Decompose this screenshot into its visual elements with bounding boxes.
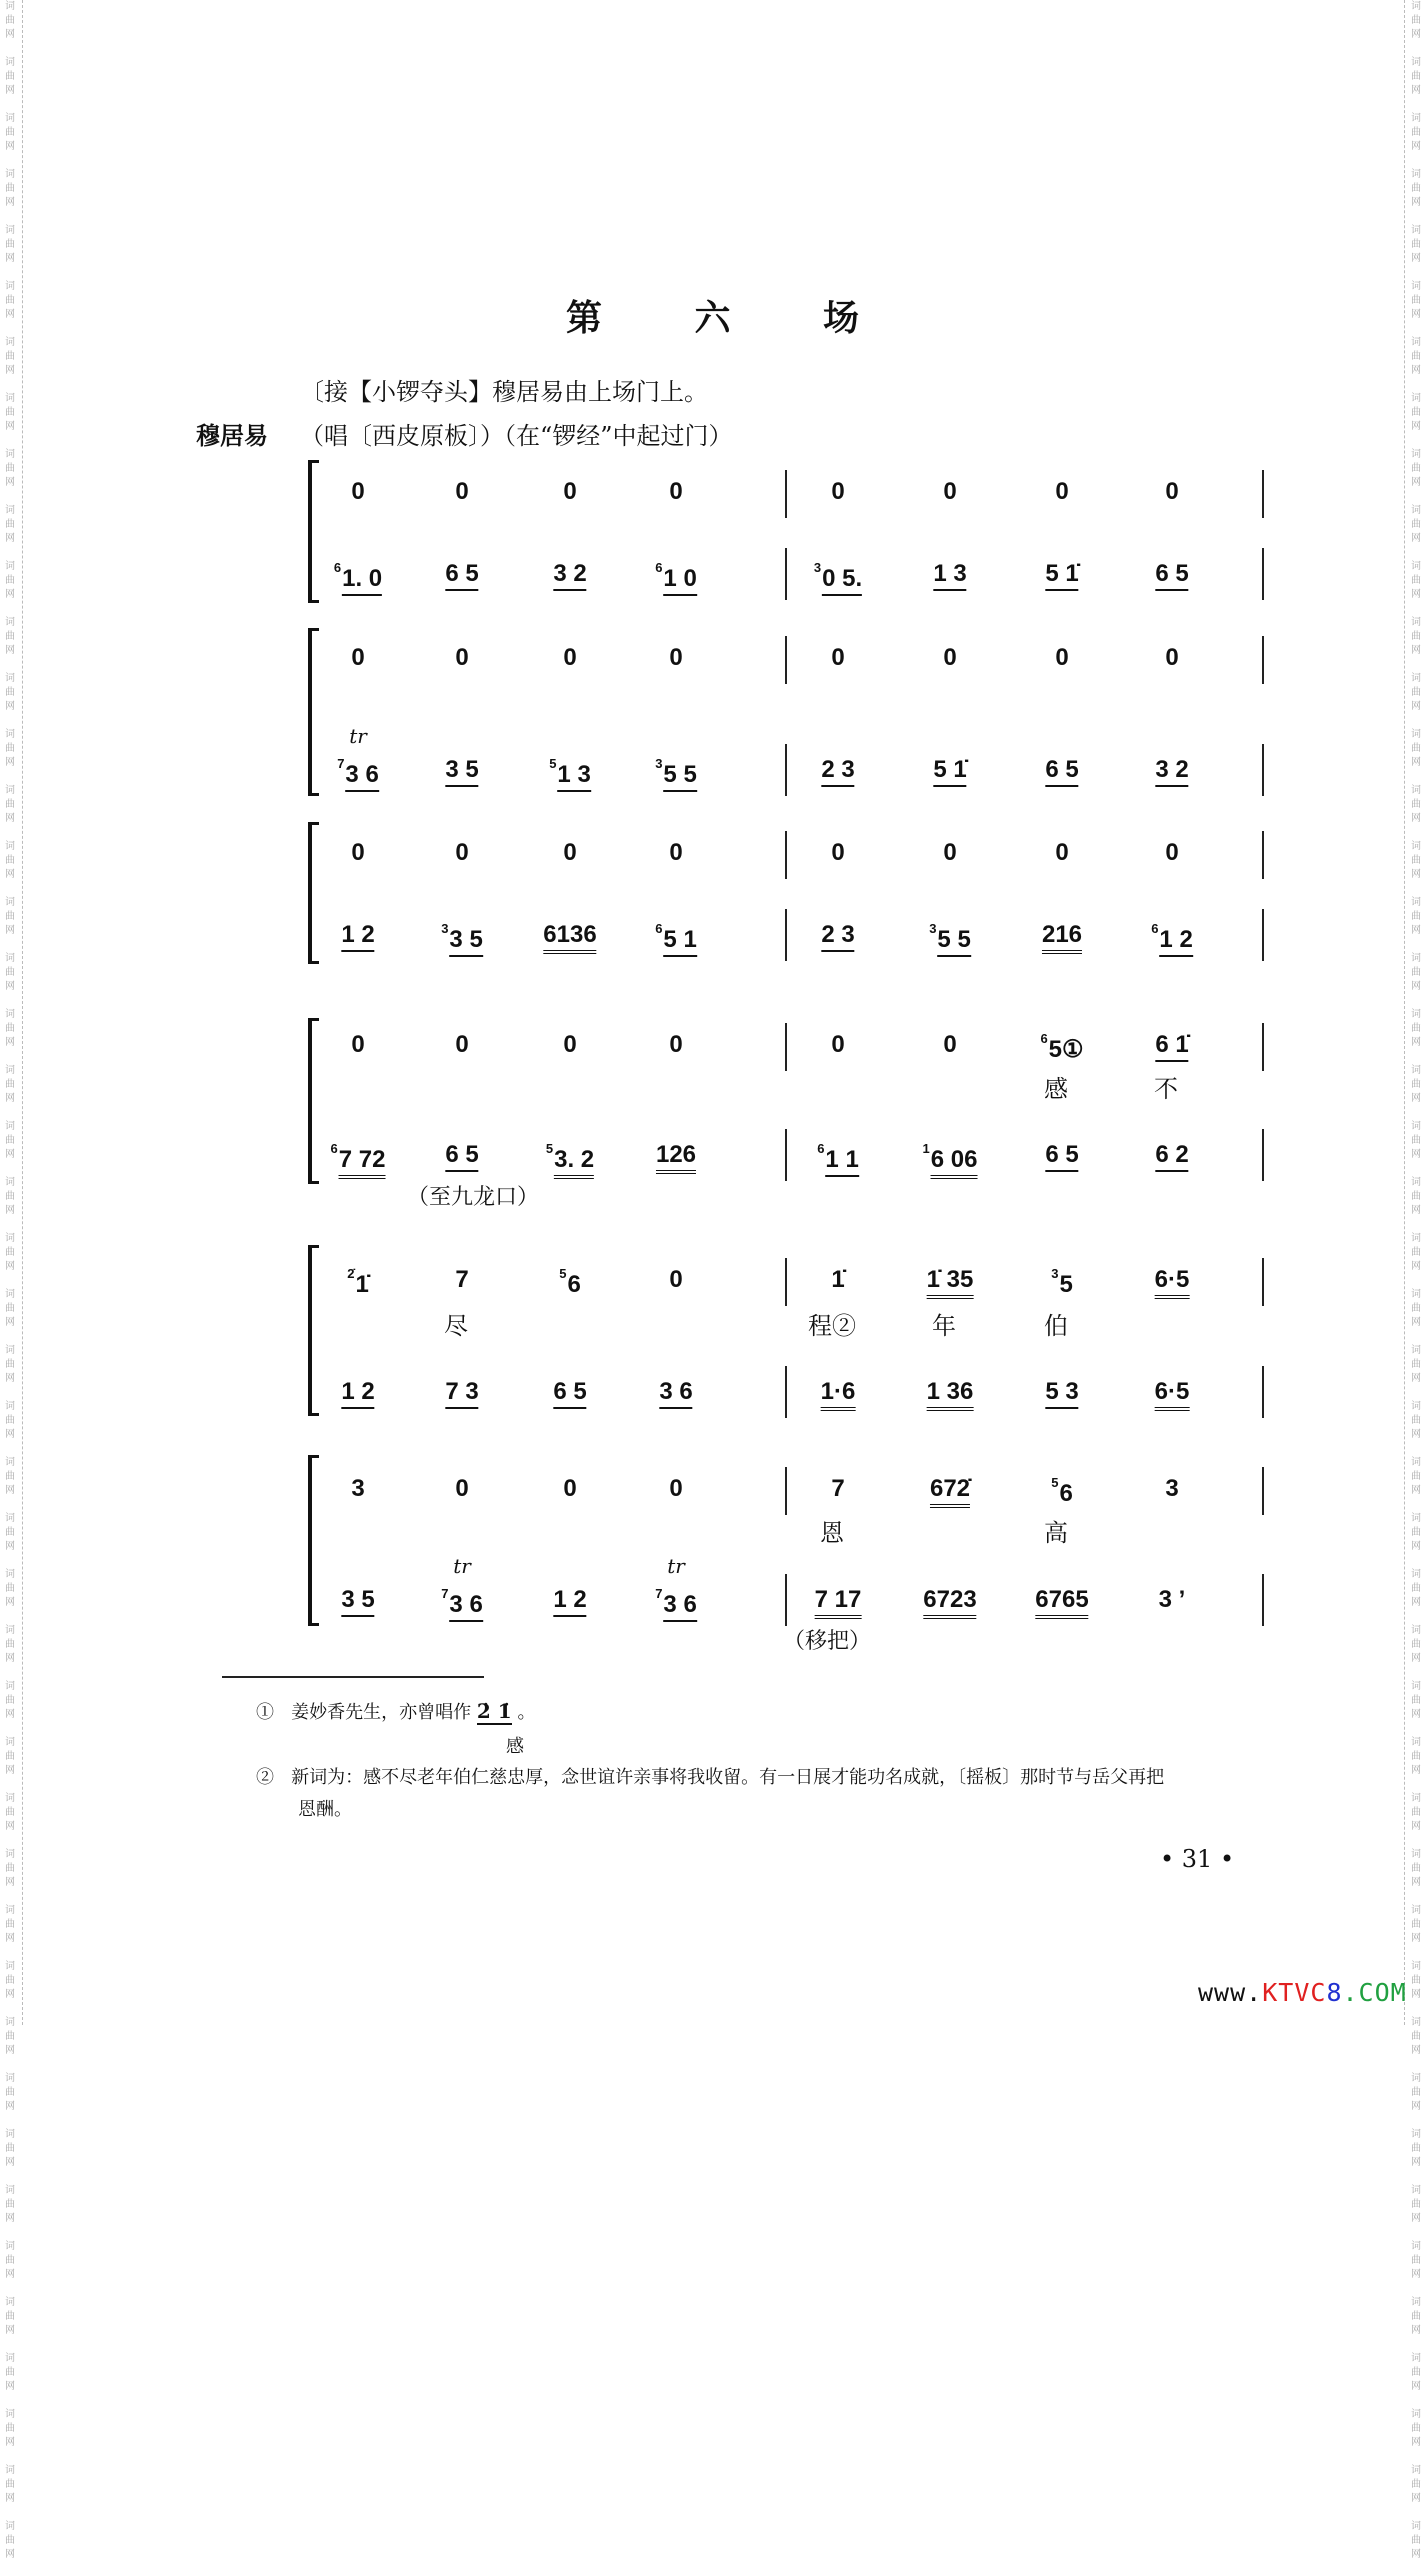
measure-barline — [785, 744, 787, 796]
accompaniment-note — [933, 756, 966, 784]
system-end-barline — [1262, 1467, 1264, 1515]
system-bracket — [308, 1018, 319, 1184]
note-text: 0 — [563, 1031, 577, 1058]
note-text: 6 5 — [445, 560, 478, 591]
note-text: 3 6 — [663, 1591, 696, 1622]
accompaniment-note — [1042, 921, 1082, 949]
trill-mark: tr — [349, 724, 367, 748]
note-text: 7 — [831, 1475, 845, 1502]
vocal-note — [831, 478, 844, 506]
accompaniment-note — [341, 921, 374, 949]
measure-barline — [785, 1574, 787, 1626]
footnote-mark: ① — [256, 1702, 274, 1723]
vocal-note — [351, 1031, 364, 1059]
left-edge-watermark: 词 曲 网 词 曲 网 词 曲 网 词 曲 网 词 曲 网 词 曲 网 词 曲 网 词 曲 网 词 曲 网 词 曲 网 词 曲 网 词 曲 网 词 曲 网 词 曲 网 词 曲 网 词 曲 网 词 曲 网 词 曲 网 词 曲 网 词 曲 网 词 曲 网 词 曲 网 词 曲 网 词 曲 网 词 曲 网 词 曲 网 词 曲 网 词 曲 网 词 曲 网 词 曲 网 词 曲 网 词 曲 网 词 曲 网 词 曲 网 词 曲 网 词 曲 网 词 曲 网 词 曲 网 词 曲 网 词 曲 网 词 曲 网 词 曲 网 词 曲 网 词 曲 网 词 曲 网 词 曲 网 — [5, 1, 15, 2560]
vocal-note — [669, 1475, 682, 1503]
vocal-note — [930, 1475, 970, 1503]
accompaniment-note — [553, 1586, 586, 1614]
note-text: 0 — [563, 1475, 577, 1502]
vocal-note — [455, 839, 468, 867]
accompaniment-note — [1045, 1141, 1078, 1169]
accompaniment-note — [814, 560, 862, 593]
footnote-mark: ② — [256, 1767, 274, 1788]
note-text: 1̇ — [355, 1271, 369, 1298]
system-end-barline — [1262, 470, 1264, 518]
vocal-note — [831, 1266, 844, 1294]
note-text: 0 — [1165, 839, 1179, 866]
note-text: 0 — [669, 1475, 683, 1502]
measure-barline — [785, 1129, 787, 1181]
note-text: 0 — [831, 839, 845, 866]
performance-annotation: （移把） — [783, 1629, 872, 1654]
accompaniment-note — [334, 560, 382, 593]
note-text: 0 — [669, 1266, 683, 1293]
note-text: 0 — [455, 644, 469, 671]
note-text: 6136 — [543, 921, 596, 954]
footnote-1 — [256, 1698, 535, 1724]
note-text: 2 3 — [821, 756, 854, 787]
system-end-barline — [1262, 1366, 1264, 1418]
vocal-note — [455, 1266, 468, 1294]
lyric-syllable: 不 — [1154, 1075, 1178, 1103]
lyric-syllable: 高 — [1044, 1519, 1068, 1547]
accompaniment-note — [655, 921, 697, 954]
accompaniment-note — [929, 921, 971, 954]
note-text: 0 — [455, 1475, 469, 1502]
vocal-note — [563, 1475, 576, 1503]
measure-barline — [785, 831, 787, 879]
note-text: 6 5 — [445, 1141, 478, 1172]
note-text: 672̇ — [930, 1475, 970, 1508]
note-text: 6 — [567, 1271, 581, 1298]
accompaniment-note — [553, 560, 586, 588]
note-text: 0 5. — [822, 565, 862, 596]
note-text: 0 — [563, 644, 577, 671]
grace-note: 6 — [1040, 1031, 1048, 1046]
grace-note: 5 — [549, 756, 557, 771]
note-text: 1 0 — [663, 565, 696, 596]
accompaniment-note — [821, 756, 854, 784]
note-text: 0 — [943, 839, 957, 866]
note-text: 0 — [831, 1031, 845, 1058]
note-text: 6 1̇ — [1155, 1031, 1188, 1062]
note-text: 1 3 — [933, 560, 966, 591]
accompaniment-note — [1045, 756, 1078, 784]
accompaniment-note — [1045, 560, 1078, 588]
note-text: 1 2 — [341, 1378, 374, 1409]
vocal-note — [455, 478, 468, 506]
accompaniment-note — [923, 1586, 976, 1614]
measure-barline — [785, 636, 787, 684]
accompaniment-note — [1151, 921, 1193, 954]
note-text: 3 6 — [659, 1378, 692, 1409]
note-text: 7 17 — [815, 1586, 862, 1619]
footnote-2 — [256, 1763, 1286, 1789]
note-text: 0 — [351, 839, 365, 866]
accompaniment-note — [1155, 560, 1188, 588]
note-text: 6 5 — [1045, 1141, 1078, 1172]
note-text: 2 3 — [821, 921, 854, 952]
vocal-note — [351, 1475, 364, 1503]
note-text: 5 5 — [937, 926, 970, 957]
vocal-note — [347, 1266, 369, 1299]
vocal-note — [1040, 1031, 1083, 1064]
note-text: 0 — [669, 1031, 683, 1058]
measure-barline — [785, 1366, 787, 1418]
note-text: 6·5 — [1155, 1266, 1190, 1299]
grace-note: 6 — [817, 1141, 825, 1156]
grace-note: 3 — [1051, 1266, 1059, 1281]
note-text: 3 2 — [1155, 756, 1188, 787]
note-text: 5 1̇ — [933, 756, 966, 787]
trill-mark: tr — [667, 1554, 685, 1578]
watermark-brand: KTVC — [1262, 1978, 1327, 2007]
note-text: 7 — [455, 1266, 469, 1293]
vocal-note — [669, 644, 682, 672]
vocal-note — [1055, 839, 1068, 867]
note-text: 1 2 — [1159, 926, 1192, 957]
note-text: 0 — [1165, 478, 1179, 505]
system-end-barline — [1262, 1023, 1264, 1071]
note-text: 1 2 — [341, 921, 374, 952]
note-text: 0 — [351, 1031, 365, 1058]
accompaniment-note — [655, 1554, 697, 1619]
accompaniment-note — [655, 560, 697, 593]
vocal-note — [563, 478, 576, 506]
grace-note: 5 — [1051, 1475, 1059, 1490]
accompaniment-note — [1159, 1586, 1186, 1614]
accompaniment-note — [337, 724, 379, 789]
accompaniment-note — [927, 1378, 974, 1406]
accompaniment-note — [546, 1141, 594, 1174]
note-text: 0 — [1165, 644, 1179, 671]
accompaniment-note — [1045, 1378, 1078, 1406]
accompaniment-note — [341, 1378, 374, 1406]
note-text: 1·6 — [821, 1378, 856, 1411]
vocal-note — [1051, 1475, 1073, 1508]
vocal-note — [1055, 478, 1068, 506]
note-text: 5 1̇ — [1045, 560, 1078, 591]
vocal-note — [927, 1266, 974, 1294]
accompaniment-note — [441, 1554, 483, 1619]
note-text: 7 3 — [445, 1378, 478, 1409]
note-text: 0 — [943, 644, 957, 671]
note-text: 6 5 — [1045, 756, 1078, 787]
grace-note: 6 — [333, 560, 342, 575]
system-end-barline — [1262, 831, 1264, 879]
role-name: 穆居易 — [196, 422, 268, 450]
note-text: 7 72 — [339, 1146, 386, 1179]
accompaniment-note — [1155, 1378, 1190, 1406]
trill-mark: tr — [453, 1554, 471, 1578]
note-text: 3 — [351, 1475, 365, 1502]
footnote-1-lyric: 感 — [506, 1736, 524, 1757]
vocal-note — [1155, 1266, 1190, 1294]
note-text: 0 — [669, 478, 683, 505]
page-number: • 31 • — [1160, 1845, 1235, 1873]
vocal-note — [455, 644, 468, 672]
note-text: 0 — [831, 644, 845, 671]
stage-direction: 〔接【小锣夺头】穆居易由上场门上。 — [300, 378, 708, 406]
note-text: 216 — [1042, 921, 1082, 954]
grace-note: 7 — [441, 1586, 449, 1601]
footnote-text: 新词为：感不尽老年伯仁慈忠厚，念世谊许亲事将我收留。有一日展才能功名成就，〔摇板〕那时节与岳父再把 — [291, 1767, 1165, 1788]
note-text: 126 — [656, 1141, 696, 1174]
accompaniment-note — [441, 921, 483, 954]
accompaniment-note — [445, 560, 478, 588]
vocal-note — [943, 1031, 956, 1059]
system-bracket — [308, 460, 319, 603]
performance-annotation: （至九龙口） — [407, 1185, 540, 1210]
lyric-syllable: 伯 — [1044, 1312, 1068, 1340]
note-text: 0 — [455, 839, 469, 866]
note-text: 6 — [1059, 1480, 1073, 1507]
note-text: 6765 — [1035, 1586, 1088, 1619]
system-bracket — [308, 822, 319, 964]
note-text: 0 — [831, 478, 845, 505]
accompaniment-note — [1035, 1586, 1088, 1614]
note-text: 1. 0 — [342, 565, 382, 596]
note-text: 3 5 — [445, 756, 478, 787]
note-text: 0 — [943, 478, 957, 505]
site-watermark — [1198, 1978, 1407, 2007]
vocal-note — [455, 1475, 468, 1503]
measure-barline — [785, 1023, 787, 1071]
vocal-note — [1051, 1266, 1073, 1299]
system-end-barline — [1262, 548, 1264, 600]
note-text: 6·5 — [1155, 1378, 1190, 1411]
system-bracket — [308, 1245, 319, 1416]
note-text: 0 — [669, 644, 683, 671]
grace-note: 7 — [655, 1586, 663, 1601]
vocal-note — [943, 839, 956, 867]
vocal-note — [1165, 644, 1178, 672]
vocal-note — [351, 839, 364, 867]
vocal-note — [563, 1031, 576, 1059]
system-end-barline — [1262, 636, 1264, 684]
note-text: 5 1 — [663, 926, 696, 957]
lyric-syllable: 程② — [808, 1312, 856, 1340]
note-text: 3 5 — [341, 1586, 374, 1617]
vocal-note — [669, 478, 682, 506]
grace-note: 6 — [330, 1141, 338, 1156]
vocal-note — [1165, 1475, 1178, 1503]
note-text: 0 — [1055, 839, 1069, 866]
vocal-note — [831, 839, 844, 867]
note-text: 3 ’ — [1158, 1586, 1186, 1613]
vocal-note — [669, 1031, 682, 1059]
footnote-notation: 2̇ 1̇ — [476, 1699, 512, 1723]
measure-barline — [785, 1467, 787, 1515]
vocal-note — [943, 478, 956, 506]
vocal-note — [1155, 1031, 1188, 1059]
note-text: 5① — [1048, 1036, 1084, 1063]
system-end-barline — [1262, 1258, 1264, 1306]
singing-instruction: （唱〔西皮原板〕）（在“锣经”中起过门） — [300, 422, 733, 450]
note-text: 0 — [1055, 478, 1069, 505]
grace-note: 5 — [559, 1266, 567, 1281]
accompaniment-note — [817, 1141, 859, 1174]
accompaniment-note — [821, 1378, 856, 1406]
note-text: 0 — [563, 839, 577, 866]
note-text: 0 — [563, 478, 577, 505]
note-text: 0 — [1055, 644, 1069, 671]
footnote-2-cont: 恩酬。 — [298, 1799, 352, 1820]
vocal-note — [943, 644, 956, 672]
vocal-note — [831, 1031, 844, 1059]
grace-note: 2̇ — [347, 1266, 355, 1281]
vocal-note — [351, 478, 364, 506]
note-text: 0 — [351, 644, 365, 671]
accompaniment-note — [553, 1378, 586, 1406]
grace-note: 6 — [655, 921, 663, 936]
accompaniment-note — [549, 756, 591, 789]
grace-note: 1 — [922, 1141, 930, 1156]
vocal-note — [1055, 644, 1068, 672]
note-text: 1 36 — [927, 1378, 974, 1411]
watermark-www: www. — [1198, 1978, 1263, 2007]
vocal-note — [669, 1266, 682, 1294]
lyric-syllable: 感 — [1044, 1075, 1068, 1103]
note-text: 3 2 — [553, 560, 586, 591]
scene-title: 第 六 场 — [565, 297, 900, 339]
grace-note: 6 — [1151, 921, 1159, 936]
note-text: 3. 2 — [554, 1146, 594, 1179]
accompaniment-note — [933, 560, 966, 588]
vocal-note — [831, 644, 844, 672]
note-text: 3 — [1165, 1475, 1179, 1502]
note-text: 5 3 — [1045, 1378, 1078, 1409]
vocal-note — [563, 644, 576, 672]
grace-note: 7 — [337, 756, 345, 771]
accompaniment-note — [1155, 1141, 1188, 1169]
note-text: 1̇ 35 — [927, 1266, 974, 1299]
measure-barline — [785, 470, 787, 518]
note-text: 3 5 — [449, 926, 482, 957]
vocal-note — [455, 1031, 468, 1059]
vocal-note — [1165, 839, 1178, 867]
vocal-note — [563, 839, 576, 867]
footnote-divider — [222, 1676, 484, 1678]
measure-barline — [785, 909, 787, 961]
note-text: 6 2 — [1155, 1141, 1188, 1172]
accompaniment-note — [656, 1141, 696, 1169]
measure-barline — [785, 1258, 787, 1306]
grace-note: 3 — [441, 921, 449, 936]
system-bracket — [308, 1455, 319, 1626]
note-text: 1 2 — [553, 1586, 586, 1617]
watermark-eight: 8 — [1326, 1978, 1343, 2007]
note-text: 3 6 — [449, 1591, 482, 1622]
note-text: 0 — [455, 478, 469, 505]
grace-note: 3 — [929, 921, 937, 936]
accompaniment-note — [543, 921, 596, 949]
note-text: 0 — [943, 1031, 957, 1058]
system-end-barline — [1262, 744, 1264, 796]
grace-note: 6 — [655, 560, 663, 575]
note-text: 6723 — [923, 1586, 976, 1619]
grace-note: 5 — [545, 1141, 554, 1156]
note-text: 3 6 — [345, 761, 378, 792]
accompaniment-note — [815, 1586, 862, 1614]
note-text: 1̇ — [831, 1266, 845, 1293]
note-text: 0 — [351, 478, 365, 505]
accompaniment-note — [341, 1586, 374, 1614]
accompaniment-note — [445, 1378, 478, 1406]
accompaniment-note — [923, 1141, 978, 1174]
note-text: 0 — [455, 1031, 469, 1058]
vocal-note — [1165, 478, 1178, 506]
note-text: 5 — [1059, 1271, 1073, 1298]
note-text: 6 06 — [931, 1146, 978, 1179]
accompaniment-note — [445, 756, 478, 784]
right-edge-watermark: 词 曲 网 词 曲 网 词 曲 网 词 曲 网 词 曲 网 词 曲 网 词 曲 网 词 曲 网 词 曲 网 词 曲 网 词 曲 网 词 曲 网 词 曲 网 词 曲 网 词 曲 网 词 曲 网 词 曲 网 词 曲 网 词 曲 网 词 曲 网 词 曲 网 词 曲 网 词 曲 网 词 曲 网 词 曲 网 词 曲 网 词 曲 网 词 曲 网 词 曲 网 词 曲 网 词 曲 网 词 曲 网 词 曲 网 词 曲 网 词 曲 网 词 曲 网 词 曲 网 词 曲 网 词 曲 网 词 曲 网 词 曲 网 词 曲 网 词 曲 网 词 曲 网 词 曲 网 词 曲 网 — [1411, 1, 1421, 2560]
note-text: 5 5 — [663, 761, 696, 792]
system-end-barline — [1262, 1574, 1264, 1626]
footnote-end: 。 — [517, 1702, 536, 1723]
footnote-text: 姜妙香先生，亦曾唱作 — [291, 1702, 472, 1723]
vocal-note — [559, 1266, 581, 1299]
accompaniment-note — [445, 1141, 478, 1169]
note-text: 6 5 — [553, 1378, 586, 1409]
note-text: 6 5 — [1155, 560, 1188, 591]
note-text: 1 3 — [557, 761, 590, 792]
accompaniment-note — [1155, 756, 1188, 784]
note-text: 1 1 — [825, 1146, 858, 1177]
vocal-note — [669, 839, 682, 867]
lyric-syllable: 尽 — [444, 1312, 468, 1340]
accompaniment-note — [655, 756, 697, 789]
grace-note: 3 — [813, 560, 822, 575]
accompaniment-note — [331, 1141, 386, 1174]
system-bracket — [308, 628, 319, 796]
accompaniment-note — [659, 1378, 692, 1406]
note-text: 0 — [669, 839, 683, 866]
vocal-note — [831, 1475, 844, 1503]
vocal-note — [351, 644, 364, 672]
system-end-barline — [1262, 909, 1264, 961]
lyric-syllable: 恩 — [820, 1519, 844, 1547]
accompaniment-note — [821, 921, 854, 949]
grace-note: 3 — [655, 756, 663, 771]
lyric-syllable: 年 — [932, 1312, 956, 1340]
system-end-barline — [1262, 1129, 1264, 1181]
watermark-com: .COM — [1342, 1978, 1407, 2007]
measure-barline — [785, 548, 787, 600]
